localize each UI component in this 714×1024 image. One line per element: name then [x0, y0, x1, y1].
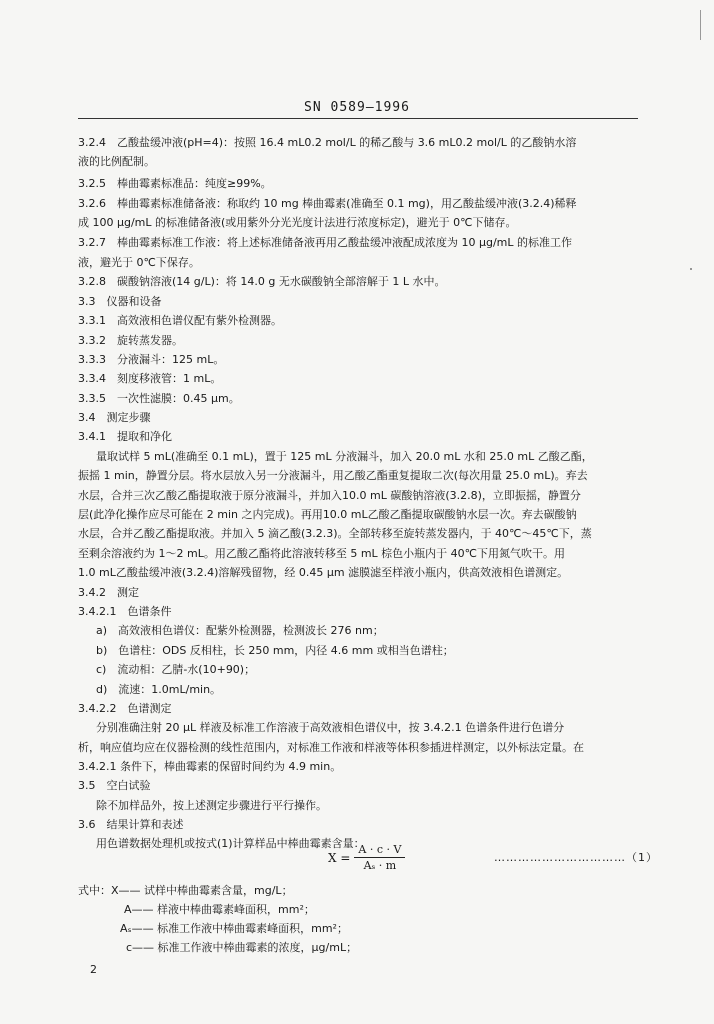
formula-denominator: Aₛ · m: [363, 859, 397, 872]
legend-line: 式中：X—— 试样中棒曲霉素含量，mg/L；: [78, 884, 293, 897]
list-item: c) 流动相：乙腈-水(10+90)；: [96, 663, 256, 676]
section-heading: 3.6 结果计算和表述: [78, 818, 184, 831]
text-line: 3.3.1 高效液相色谱仪配有紫外检测器。: [78, 314, 282, 327]
text-line: 3.3.3 分液漏斗：125 mL。: [78, 353, 225, 366]
subsection-heading: 3.4.2 测定: [78, 586, 139, 599]
text-line: 水层，合并乙酸乙酯提取液。并加入 5 滴乙酸(3.2.3)。全部转移至旋转蒸发器内，于 40℃～45℃下，蒸: [78, 527, 592, 540]
text-line: 水层，合并三次乙酸乙酯提取液于原分液漏斗，并加入10.0 mL 碳酸钠溶液(3.2.8)，立即振摇，静置分: [78, 489, 581, 502]
text-line: 液的比例配制。: [78, 155, 155, 168]
text-line: 3.4.2.1 条件下，棒曲霉素的保留时间约为 4.9 min。: [78, 760, 342, 773]
text-line: 3.2.8 碳酸钠溶液(14 g/L)：将 14.0 g 无水碳酸钠全部溶解于 1 L 水中。: [78, 275, 446, 288]
text-line: 液，避光于 0℃下保存。: [78, 256, 200, 269]
legend-line: Aₛ—— 标准工作液中棒曲霉素峰面积，mm²；: [120, 922, 348, 935]
list-item: d) 流速：1.0mL/min。: [96, 683, 222, 696]
subsection-heading: 3.4.2.1 色谱条件: [78, 605, 172, 618]
header-rule: [78, 118, 638, 119]
text-line: 3.2.4 乙酸盐缓冲液(pH=4)：按照 16.4 mL0.2 mol/L 的稀乙酸与 3.6 mL0.2 mol/L 的乙酸钠水溶: [78, 136, 577, 149]
text-line: 至剩余溶液约为 1～2 mL。用乙酸乙酯将此溶液转移至 5 mL 棕色小瓶内于 40℃下用氮气吹干。用: [78, 547, 566, 560]
text-line: 3.2.6 棒曲霉素标准储备液：称取约 10 mg 棒曲霉素(准确至 0.1 mg)，用乙酸盐缓冲液(3.2.4)稀释: [78, 197, 577, 210]
text-line: 3.3.5 一次性滤膜：0.45 μm。: [78, 392, 240, 405]
text-line: 3.2.5 棒曲霉素标准品：纯度≥99%。: [78, 177, 272, 190]
scan-speck: [690, 268, 692, 270]
text-line: 3.2.7 棒曲霉素标准工作液：将上述标准储备液再用乙酸盐缓冲液配成浓度为 10 μg/mL 的标准工作: [78, 236, 573, 249]
subsection-heading: 3.4.2.2 色谱测定: [78, 702, 172, 715]
list-item: a) 高效液相色谱仪：配紫外检测器，检测波长 276 nm；: [96, 624, 384, 637]
text-line: 3.3.4 刻度移液管：1 mL。: [78, 372, 222, 385]
page-number: 2: [90, 963, 97, 976]
text-line: 除不加样品外，按上述测定步骤进行平行操作。: [96, 799, 327, 812]
formula-lhs: X =: [328, 850, 351, 865]
scan-edge-mark: [700, 10, 701, 40]
section-heading: 3.3 仪器和设备: [78, 295, 162, 308]
legend-line: A—— 样液中棒曲霉素峰面积，mm²；: [124, 903, 315, 916]
text-line: 层(此净化操作应尽可能在 2 min 之内完成)。再用10.0 mL乙酸乙酯提取碳酸钠水层一次。弃去碳酸钠: [78, 508, 577, 521]
formula: [328, 843, 405, 872]
text-line: 1.0 mL乙酸盐缓冲液(3.2.4)溶解残留物，经 0.45 μm 滤膜滤至样液小瓶内，供高效液相色谱测定。: [78, 566, 569, 579]
text-line: 分别准确注射 20 μL 样液及标准工作溶液于高效液相色谱仪中，按 3.4.2.1 色谱条件进行色谱分: [96, 721, 565, 734]
section-heading: 3.4 测定步骤: [78, 411, 151, 424]
legend-line: c—— 标准工作液中棒曲霉素的浓度，μg/mL；: [126, 941, 358, 954]
formula-numerator: A · c · V: [354, 843, 405, 858]
text-line: 3.3.2 旋转蒸发器。: [78, 334, 183, 347]
equation-number: ……………………………（1）: [494, 851, 658, 864]
standard-number-header: SN 0589—1996: [304, 100, 410, 115]
section-heading: 3.5 空白试验: [78, 779, 151, 792]
list-item: b) 色谱柱：ODS 反相柱，长 250 mm，内径 4.6 mm 或相当色谱柱；: [96, 644, 454, 657]
text-line: 量取试样 5 mL(准确至 0.1 mL)，置于 125 mL 分液漏斗，加入 20.0 mL 水和 25.0 mL 乙酸乙酯，: [96, 450, 593, 463]
text-line: 成 100 μg/mL 的标准储备液(或用紫外分光光度计法进行浓度标定)，避光于 0℃下储存。: [78, 216, 517, 229]
text-line: 用色谱数据处理机或按式(1)计算样品中棒曲霉素含量：: [96, 837, 365, 850]
text-line: 振摇 1 min，静置分层。将水层放入另一分液漏斗，用乙酸乙酯重复提取二次(每次用量 25.0 mL)。弃去: [78, 469, 588, 482]
formula-fraction: [354, 843, 405, 872]
text-line: 析，响应值均应在仪器检测的线性范围内，对标准工作液和样液等体积参插进样测定，以外标法定量。在: [78, 741, 584, 754]
subsection-heading: 3.4.1 提取和净化: [78, 430, 172, 443]
